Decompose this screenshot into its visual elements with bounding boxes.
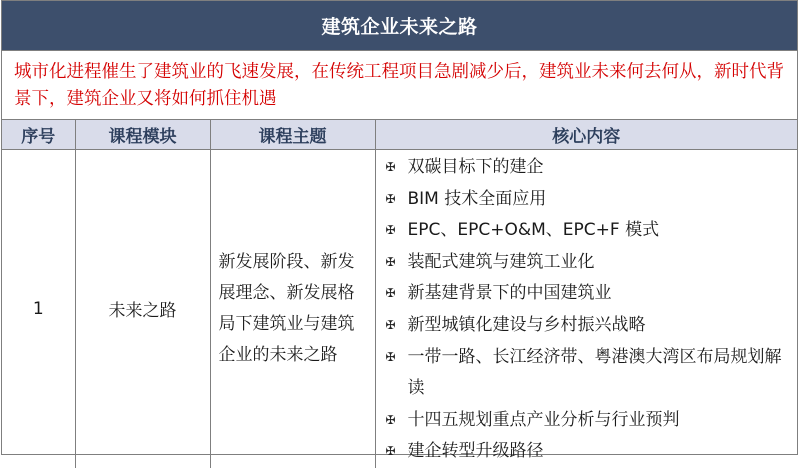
maltese-cross-icon: ✠ <box>385 349 396 364</box>
row-module: 未来之路 <box>75 150 210 468</box>
maltese-cross-icon: ✠ <box>385 412 396 427</box>
row-topic: 新发展阶段、新发展理念、新发展格局下建筑业与建筑企业的未来之路 <box>210 150 375 468</box>
maltese-cross-icon: ✠ <box>385 254 396 269</box>
document-title: 建筑企业未来之路 <box>2 1 797 51</box>
list-item: ✠ 一带一路、长江经济带、粤港澳大湾区布局规划解读 <box>386 342 792 405</box>
header-number: 序号 <box>2 120 75 150</box>
list-item: ✠ 装配式建筑与建筑工业化 <box>386 247 792 279</box>
list-item: ✠ 建企转型升级路径 <box>386 436 792 468</box>
header-core-content: 核心内容 <box>375 120 797 150</box>
list-item: ✠ BIM 技术全面应用 <box>386 184 792 216</box>
row-core-content <box>375 150 797 468</box>
list-item: ✠ 双碳目标下的建企 <box>386 152 792 184</box>
list-item: ✠ 新基建背景下的中国建筑业 <box>386 278 792 310</box>
row-number: 1 <box>2 150 75 468</box>
maltese-cross-icon: ✠ <box>385 223 396 238</box>
list-item: ✠ EPC、EPC+O&M、EPC+F 模式 <box>386 215 792 247</box>
list-item: ✠ 新型城镇化建设与乡村振兴战略 <box>386 310 792 342</box>
maltese-cross-icon: ✠ <box>385 317 396 332</box>
maltese-cross-icon: ✠ <box>385 160 396 174</box>
maltese-cross-icon: ✠ <box>385 444 396 459</box>
table-header-row <box>2 120 797 150</box>
header-module: 课程模块 <box>75 120 210 150</box>
list-item: ✠ 十四五规划重点产业分析与行业预判 <box>386 405 792 437</box>
core-content-list <box>376 150 798 468</box>
course-table <box>2 120 797 468</box>
maltese-cross-icon: ✠ <box>385 191 396 206</box>
maltese-cross-icon: ✠ <box>385 286 396 301</box>
header-topic: 课程主题 <box>210 120 375 150</box>
intro-text: 城市化进程催生了建筑业的飞速发展，在传统工程项目急剧减少后，建筑业未来何去何从，新时代背景下，建筑企业又将如何抓住机遇 <box>2 51 797 120</box>
table-row <box>2 150 797 468</box>
course-document <box>1 0 798 462</box>
